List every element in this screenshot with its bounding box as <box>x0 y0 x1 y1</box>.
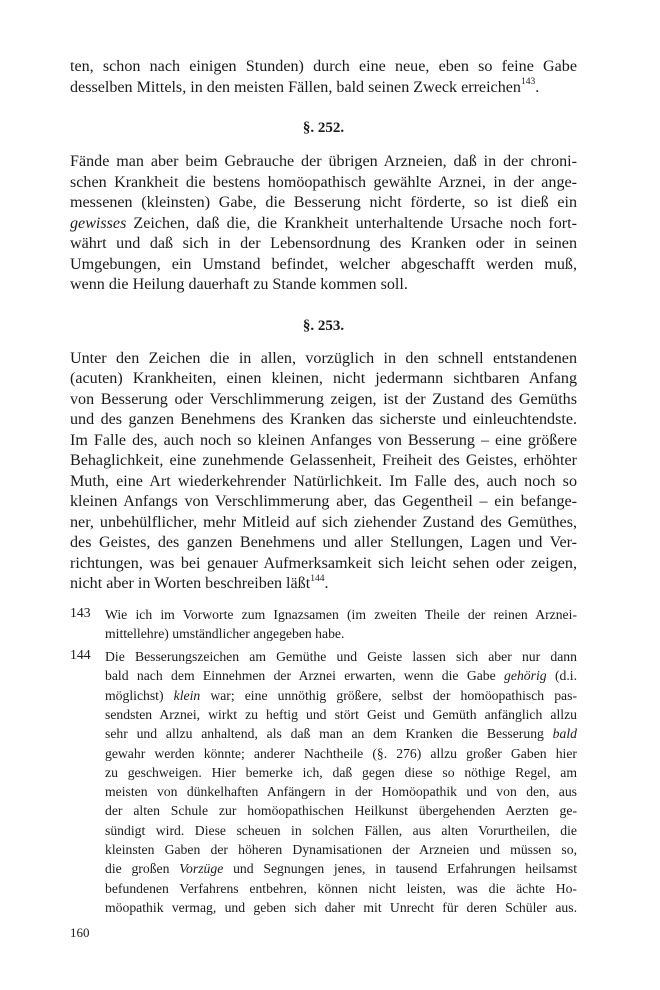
page-number: 160 <box>70 925 90 940</box>
footnote-line: der alten Schule zur homöopathischen Heilkunst übergehenden Aerzten ge- <box>105 803 577 819</box>
footnote-line: Wie ich im Vorworte zum Ignazsamen (im zweiten Theile der reinen Arznei- <box>105 606 577 622</box>
emphasis: Vorzüge <box>179 861 224 877</box>
text-line: wenn die Heilung dauerhaft zu Stande kommen soll. <box>70 276 408 293</box>
footnote-line: sendsten Arznei, wirkt zu heftig und stört Geist und Gemüth anfänglich allzu <box>105 706 577 722</box>
text-line: gewisses Zeichen, daß die, die Krankheit unterhaltende Ursache noch fort- <box>70 214 577 232</box>
text-line: Muth, eine Art wiederkehrender Natürlichkeit. Im Falle des, auch noch so <box>70 472 577 490</box>
text-line: und des ganzen Benehmens des Kranken das sicherste und einleuchtendste. <box>70 411 577 428</box>
text-line: (acuten) Krankheiten, einen kleinen, nicht jedermann sichtbaren Anfang <box>70 370 577 387</box>
text-line: Im Falle des, auch noch so kleinen Anfanges von Besserung – eine größere <box>70 431 577 449</box>
text-line: währt und daß sich in der Lebensordnung des Kranken oder in seinen <box>70 235 577 252</box>
text-line: schen Krankheit die bestens homöopathisch gewählte Arznei, in der ange- <box>70 173 577 191</box>
footnote-ref-143: 143 <box>520 77 536 88</box>
text-line: Umgebungen, ein Umstand befindet, welcher abgeschafft werden muß, <box>70 255 577 273</box>
section-heading-253: §. 253. <box>302 317 345 334</box>
footnote-line: gewahr werden könnte; anderer Nachtheile (§. 276) allzu großer Gaben hier <box>105 745 577 761</box>
paragraph-252 <box>70 152 577 296</box>
footnote-line: möglichst) klein war; eine unnöthig größere, selbst der homöopathisch pas- <box>105 687 578 703</box>
footnote-line: mittellehre) umständlicher angegeben habe. <box>105 625 345 641</box>
footnote-line: sehr und allzu anhaltend, als daß man an dem Kranken die Besserung bald <box>105 726 577 742</box>
footnote-144 <box>70 647 577 917</box>
footnote-line: bald nach dem Einnehmen der Arznei erwarten, wenn die Gabe gehörig (d.i. <box>105 668 577 684</box>
footnote-number: 144 <box>70 647 91 663</box>
text-line: von Besserung oder Verschlimmerung zeigen, ist der Zustand des Gemüths <box>70 390 577 408</box>
footnote-line: die großen Vorzüge und Segnungen jenes, in tausend Erfahrungen heilsamst <box>105 861 577 877</box>
footnote-line: Die Besserungszeichen am Gemüthe und Geiste lassen sich aber nur dann <box>105 649 577 665</box>
text-line: desselben Mittels, in den meisten Fällen, bald seinen Zweck erreichen$^{143}$. <box>70 77 540 96</box>
footnote-line: meisten von dünkelhaften Anfängern in der Homöopathik und von den, aus <box>105 784 577 800</box>
text-line: ten, schon nach einigen Stunden) durch eine neue, eben so feine Gabe <box>70 58 577 75</box>
footnote-ref-144: 144 <box>310 573 325 584</box>
text-line: ner, unbehülflicher, mehr Mitleid auf sich ziehender Zustand des Gemüthes, <box>70 513 577 531</box>
page-body <box>70 57 577 917</box>
footnote-143 <box>70 605 577 644</box>
emphasis: gewisses <box>70 214 127 232</box>
text-line: Behaglichkeit, eine zunehmende Gelassenheit, Freiheit des Geistes, erhöhter <box>70 452 577 469</box>
footnote-line: zu geschweigen. Hier bemerke ich, daß gegen diese so nöthige Regel, am <box>105 764 577 780</box>
text-line: messenen (kleinsten) Gabe, die Besserung nicht förderte, so ist dieß ein <box>70 194 577 211</box>
footnote-line: möopathik vermag, und geben sich daher mit Unrecht für deren Schüler aus. <box>105 899 577 915</box>
text-line: Fände man aber beim Gebrauche der übrigen Arzneien, daß in der chroni- <box>70 153 577 170</box>
text-line: nicht aber in Worten beschreiben läßt$^{144}$. <box>70 573 329 592</box>
footnote-number: 143 <box>70 604 91 620</box>
footnote-line: befundenen Verfahrens entbehren, können nicht leisten, was die ächte Ho- <box>105 880 577 896</box>
footnote-line: sündigt wird. Diese scheuen in solchen Fällen, aus alten Vorurtheilen, die <box>105 822 577 838</box>
emphasis: gehörig <box>504 668 547 684</box>
continuation-paragraph <box>70 57 577 98</box>
paragraph-253 <box>70 349 577 595</box>
text-line: kleinen Anfangs von Verschlimmerung aber, das Gegentheil – ein befange- <box>70 493 577 510</box>
footnote-line: kleinsten Gaben der höheren Dynamisationen der Arzneien und müssen so, <box>105 842 577 858</box>
text-line: Unter den Zeichen die in allen, vorzüglich in den schnell entstandenen <box>70 349 577 367</box>
section-heading-252: §. 252. <box>302 120 345 136</box>
text-line: des Geistes, des ganzen Benehmens und aller Stellungen, Lagen und Ver- <box>70 534 577 551</box>
text-line: richtungen, was bei genauer Aufmerksamkeit sich leicht sehen oder zeigen, <box>70 554 577 572</box>
emphasis: klein <box>173 687 201 703</box>
emphasis: bald <box>552 726 577 742</box>
